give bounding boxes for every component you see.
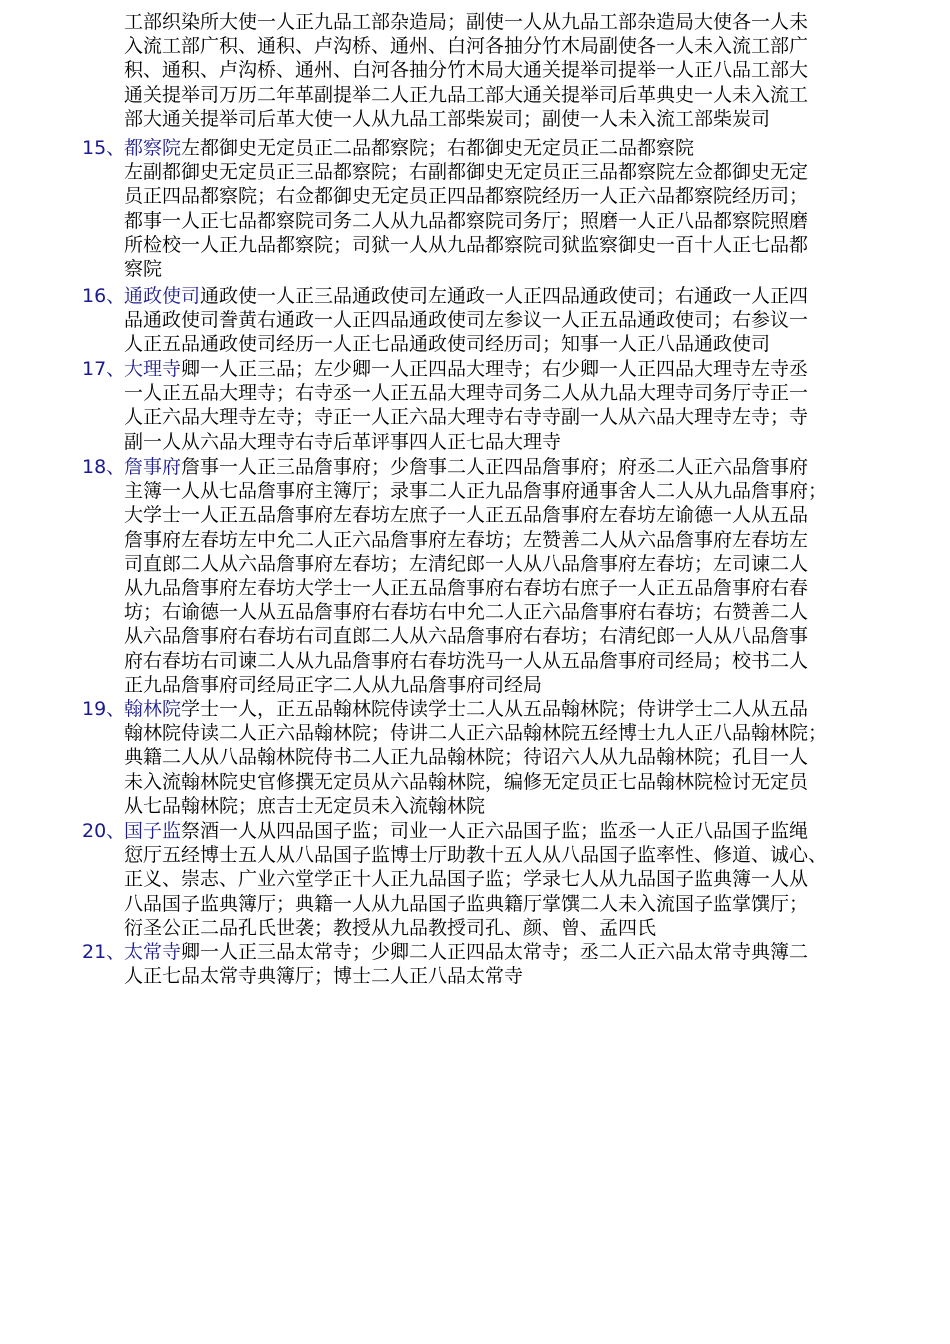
entry-title: 通政使司 — [124, 285, 201, 307]
entry-number: 17、 — [82, 358, 126, 380]
entry-number: 16、 — [82, 285, 126, 307]
entry-18 — [82, 455, 904, 697]
text-line: 员正四品都察院；右佥都御史无定员正四品都察院经历一人正六品都察院经历司； — [124, 185, 809, 208]
text-line: 人正七品太常寺典簿厅；博士二人正八品太常寺 — [124, 965, 524, 988]
entry-number: 15、 — [82, 137, 126, 159]
text-line: 部大通关提举司后革大使一人从九品工部柴炭司；副使一人未入流工部柴炭司 — [124, 107, 771, 130]
text-line: 副一人从六品大理寺右寺后革评事四人正七品大理寺 — [124, 430, 562, 453]
text-line: 翰林院侍读二人正六品翰林院；侍讲二人正六品翰林院五经博士九人正八品翰林院； — [124, 722, 828, 745]
text-line: 主簿一人从七品詹事府主簿厅；录事二人正九品詹事府通事舍人二人从九品詹事府； — [124, 480, 828, 503]
entry-first-line — [82, 940, 904, 964]
entry-first-line — [82, 697, 904, 721]
text-line: 从六品詹事府右春坊右司直郎二人从六品詹事府右春坊；右清纪郎一人从八品詹事 — [124, 625, 809, 648]
entry-first-text: 卿一人正三品；左少卿一人正四品大理寺；右少卿一人正四品大理寺左寺丞 — [181, 358, 809, 380]
entry-first-line — [82, 819, 904, 843]
text-line: 未入流翰林院史官修撰无定员从六品翰林院，编修无定员正七品翰林院检讨无定员 — [124, 770, 809, 793]
entry-title: 都察院 — [124, 137, 182, 159]
entry-title: 翰林院 — [124, 698, 182, 720]
entry-17 — [82, 357, 904, 454]
text-line: 詹事府左春坊左中允二人正六品詹事府左春坊；左赞善二人从六品詹事府左春坊左 — [124, 528, 809, 551]
entry-21 — [82, 940, 904, 988]
text-line: 府右春坊右司谏二人从九品詹事府右春坊洗马一人从五品詹事府司经局；校书二人 — [124, 649, 809, 672]
text-line: 坊；右谕德一人从五品詹事府右春坊右中允二人正六品詹事府右春坊；右赞善二人 — [124, 601, 809, 624]
entry-first-text: 学士一人，正五品翰林院侍读学士二人从五品翰林院；侍讲学士二人从五品 — [181, 698, 809, 720]
entry-first-text: 左都御史无定员正二品都察院；右都御史无定员正二品都察院 — [181, 137, 695, 159]
text-line: 愆厅五经博士五人从八品国子监博士厅助教十五人从八品国子监率性、修道、诚心、 — [124, 844, 828, 867]
entry-first-text: 卿一人正三品太常寺；少卿二人正四品太常寺；丞二人正六品太常寺典簿二 — [181, 941, 809, 963]
entry-19 — [82, 697, 904, 818]
entry-first-line — [82, 455, 904, 479]
entry-20 — [82, 819, 904, 940]
text-line: 人正五品通政使司经历一人正七品通政使司经历司；知事一人正八品通政使司 — [124, 333, 771, 356]
text-line: 司直郎二人从六品詹事府左春坊；左清纪郎一人从八品詹事府左春坊；左司谏二人 — [124, 552, 809, 575]
entry-title: 国子监 — [124, 820, 182, 842]
entry-first-line — [82, 136, 904, 160]
text-line: 左副都御史无定员正三品都察院；右副都御史无定员正三品都察院左佥都御史无定 — [124, 161, 809, 184]
entry-first-line — [82, 357, 904, 381]
text-line: 品通政使司誊黄右通政一人正四品通政使司左参议一人正五品通政使司；右参议一 — [124, 309, 809, 332]
entry-first-text: 祭酒一人从四品国子监；司业一人正六品国子监；监丞一人正八品国子监绳 — [181, 820, 809, 842]
text-line: 典籍二人从八品翰林院侍书二人正九品翰林院；待诏六人从九品翰林院；孔目一人 — [124, 746, 809, 769]
entry-number: 18、 — [82, 456, 126, 478]
text-line: 正义、崇志、广业六堂学正十人正九品国子监；学录七人从九品国子监典簿一人从 — [124, 868, 809, 891]
entry-first-text: 通政使一人正三品通政使司左通政一人正四品通政使司；右通政一人正四 — [200, 285, 809, 307]
entry-number: 20、 — [82, 820, 126, 842]
entry-first-line — [82, 284, 904, 308]
intro-block — [124, 10, 904, 131]
text-line: 衍圣公正二品孔氏世袭；教授从九品教授司孔、颜、曾、孟四氏 — [124, 916, 657, 939]
entry-title: 大理寺 — [124, 358, 182, 380]
entry-number: 19、 — [82, 698, 126, 720]
text-line: 大学士一人正五品詹事府左春坊左庶子一人正五品詹事府左春坊左谕德一人从五品 — [124, 504, 809, 527]
entry-title: 詹事府 — [124, 456, 182, 478]
text-line: 工部织染所大使一人正九品工部杂造局；副使一人从九品工部杂造局大使各一人未 — [124, 11, 809, 33]
entry-16 — [82, 284, 904, 357]
text-line: 一人正五品大理寺；右寺丞一人正五品大理寺司务二人从九品大理寺司务厅寺正一 — [124, 382, 809, 405]
text-line: 积、通积、卢沟桥、通州、白河各抽分竹木局大通关提举司提举一人正八品工部大 — [124, 59, 809, 82]
text-line: 察院 — [124, 257, 163, 280]
text-line: 所检校一人正九品都察院；司狱一人从九品都察院司狱监察御史一百十人正七品都 — [124, 233, 809, 256]
entry-first-text: 詹事一人正三品詹事府；少詹事二人正四品詹事府；府丞二人正六品詹事府 — [181, 456, 809, 478]
text-line: 八品国子监典簿厅；典籍一人从九品国子监典籍厅掌馔二人未入流国子监掌馔厅； — [124, 892, 809, 915]
text-line: 人正六品大理寺左寺；寺正一人正六品大理寺右寺寺副一人从六品大理寺左寺；寺 — [124, 406, 809, 429]
text-line: 正九品詹事府司经局正字二人从九品詹事府司经局 — [124, 673, 543, 696]
text-line: 入流工部广积、通积、卢沟桥、通州、白河各抽分竹木局副使各一人未入流工部广 — [124, 35, 809, 58]
text-line: 从九品詹事府左春坊大学士一人正五品詹事府右春坊右庶子一人正五品詹事府右春 — [124, 576, 809, 599]
text-line: 都事一人正七品都察院司务二人从九品都察院司务厅；照磨一人正八品都察院照磨 — [124, 209, 809, 232]
entry-title: 太常寺 — [124, 941, 182, 963]
text-line: 从七品翰林院；庶吉士无定员未入流翰林院 — [124, 794, 486, 817]
text-line: 通关提举司万历二年革副提举二人正九品工部大通关提举司后革典史一人未入流工 — [124, 83, 809, 106]
entry-15 — [82, 136, 904, 281]
entry-number: 21、 — [82, 941, 126, 963]
